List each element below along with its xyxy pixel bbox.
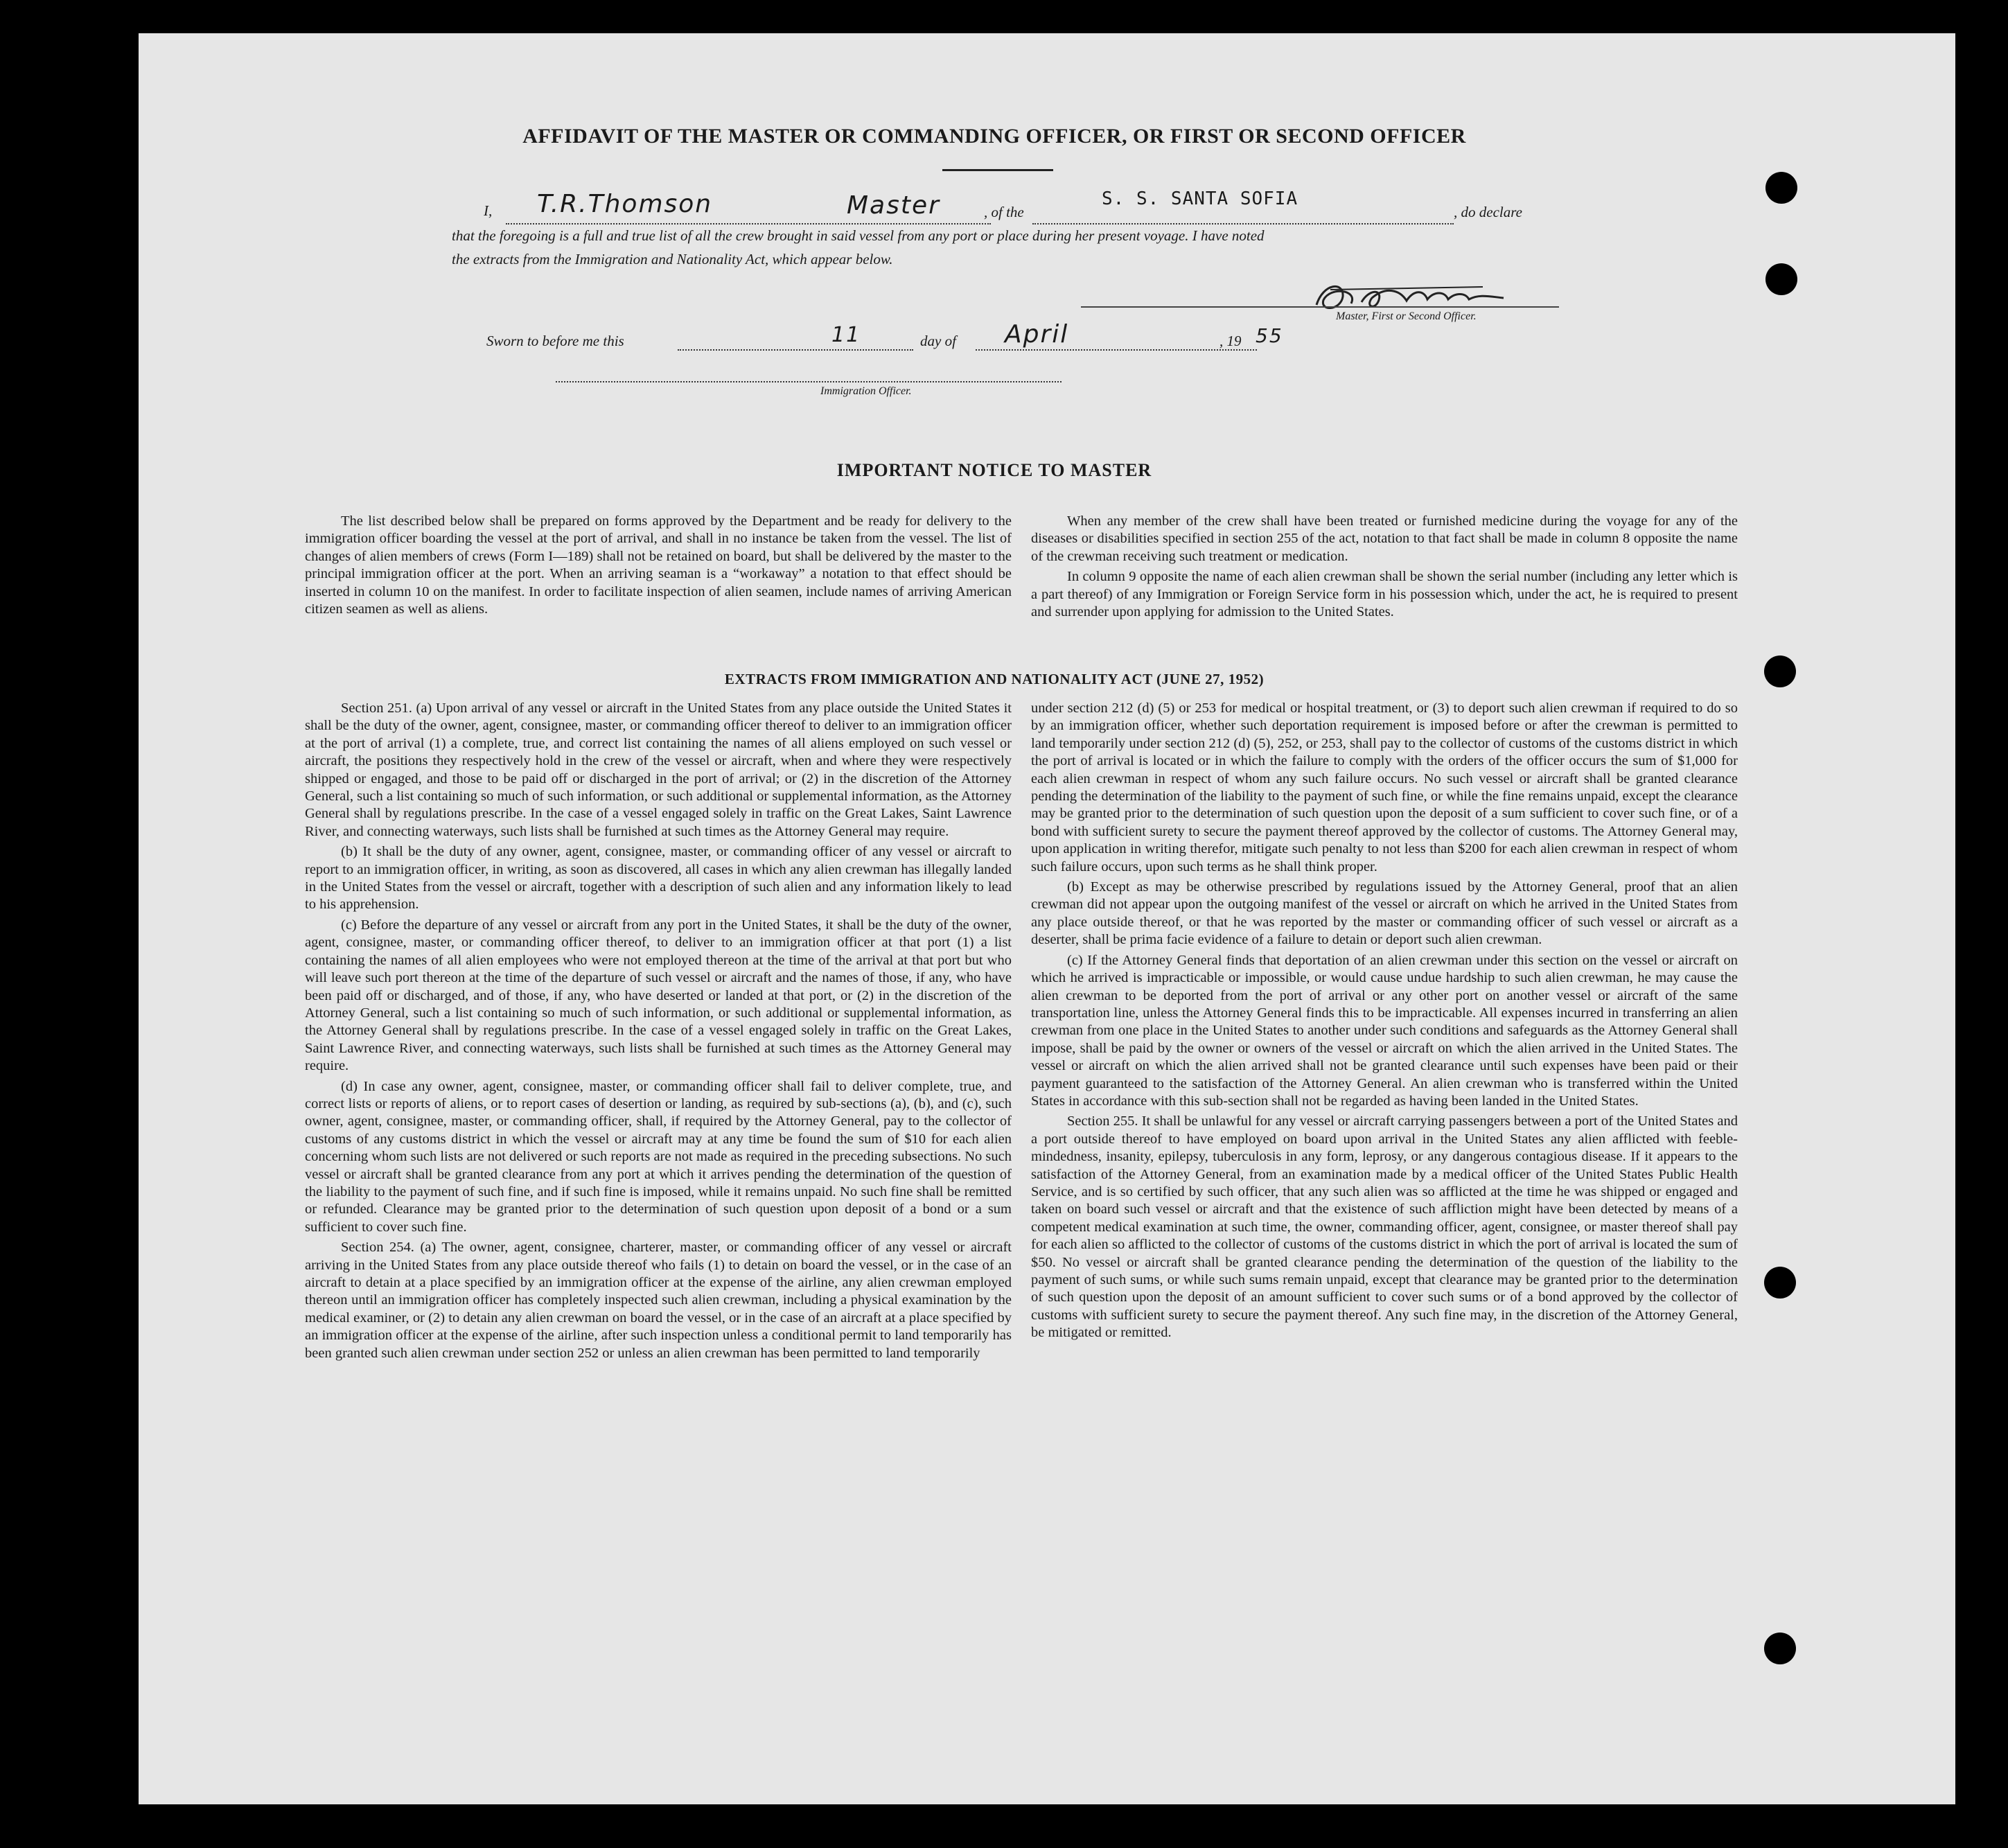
rank-handwritten: Master [847,191,940,220]
extract-left-paragraph: Section 251. (a) Upon arrival of any vessel or aircraft in the United States from any place outside the United States it shall be the duty of the owner, agent, consignee, master, or commanding officer thereof to deliver to an immigration officer at the port of arrival (1) a complete, true, and correct list containing the names of all aliens employed on such vessel or aircraft, the positions they respectively hold in the crew of the vessel or aircraft, when and where they were respectively shipped or engaged, and those to be paid off or discharged in the port of arrival; or (2) in the discretion of the Attorney General, such a list containing so much of such information, or such additional or supplemental information, as the Attorney General shall by regulations prescribe. In the case of a vessel engaged solely in traffic on the Great Lakes, Saint Lawrence River, and connecting waterways, such lists shall be furnished at such times as the Attorney General may require. [305,701,1012,839]
extract-right-paragraph: (c) If the Attorney General finds that deportation of an alien crewman under this section on the vessel or aircraft on which he arrived is impracticable or impossible, or would cause undue hardship to such alien crewman, he may cause the alien crewman to be deported from the port of arrival or any other port on another vessel or aircraft of the same transportation line, unless the Attorney General finds this to be impracticable. All expenses incurred in transferring an alien crewman from one place in the United States to another under such conditions and safeguards as the Attorney General shall impose, shall be paid by the owner or owners of the vessel or aircraft on which the alien arrived in the United States. The vessel or aircraft on which the alien arrived shall not be granted clearance until such expenses have been paid or their payment guaranteed to the satisfaction of the Attorney General. An alien crewman who is transferred within the United States in accordance with this sub-section shall not be regarded as having been landed in the United States. [1031,952,1738,1109]
extracts-right-column [1031,700,1738,1345]
of-the-label: , of the [984,204,1024,220]
year-prefix: , 19 [1219,333,1242,349]
sworn-month-handwritten: April [1005,320,1069,349]
extract-left-paragraph: (b) It shall be the duty of any owner, agent, consignee, master, or commanding officer of any vessel or aircraft to report to an immigration officer, in writing, as soon as discovered, all cases in which any alien crewman has illegally landed in the United States from the vessel or aircraft, together with a description of such alien and any information likely to lead to his apprehension. [305,844,1012,913]
year-handwritten: 55 [1256,324,1283,347]
sworn-label: Sworn to before me this [486,333,624,349]
extract-right-paragraph: Section 255. It shall be unlawful for any vessel or aircraft carrying passengers between a port of the United States and a port outside thereof to have employed on board upon arrival in the United States any alien afflicted with feeble-mindedness, insanity, epilepsy, tuberculosis in any form, leprosy, or any dangerous contagious disease. If it appears to the satisfaction of the Attorney General, from an examination made by a medical officer of the United States Public Health Service, and is so certified by such officer, that any such alien was so afflicted at the time he was shipped or engaged and taken on board such vessel or aircraft and that the existence of such affliction might have been detected by means of a competent medical examination at such time, the owner, commanding officer, agent, consignee, or master thereof shall pay for each alien so afflicted to the collector of customs of the customs district in which the port of arrival is located the sum of $50. No vessel or aircraft shall be granted clearance pending the determination of the question of the liability to the payment of such sums, or while such sums remain unpaid, except that clearance may be granted prior to the determination of such question upon the deposit of an amount sufficient to cover such sums or of a bond approved by the collector of customs with sufficient surety to secure the payment thereof. Any such fine may, in the discretion of the Attorney General, be mitigated or remitted. [1031,1114,1738,1341]
notice-right-paragraph-1: When any member of the crew shall have been treated or furnished medicine during the voyage for any of the diseases or disabilities specified in section 255 of the act, notation to that fact shall be made in column 8 opposite the name of the crewman receiving such treatment or medication. [1031,513,1738,564]
affidavit-title: AFFIDAVIT OF THE MASTER OR COMMANDING OFFICER, OR FIRST OR SECOND OFFICER [522,125,1466,148]
vessel-line [1032,223,1454,225]
name-line [506,223,991,225]
notice-left-column [305,513,1012,621]
extracts-left-column [305,700,1012,1365]
notice-left-paragraph: The list described below shall be prepared on forms approved by the Department and be ready for delivery to the immigration officer boarding the vessel at the port of arrival, and shall in no instance be taken from the vessel. The list of changes of alien members of crews (Form I—189) shall not be retained on board, but shall be delivered by the master to the principal immigration officer at the port. When an arriving seaman is a “workaway” a notation to that effect should be inserted in column 10 on the manifest. In order to facilitate inspection of alien seamen, include names of arriving American citizen seamen as well as aliens. [305,513,1012,617]
declaration-line-2: the extracts from the Immigration and Nationality Act, which appear below. [452,251,893,267]
sworn-day-line [678,349,913,351]
extracts-title: EXTRACTS FROM IMMIGRATION AND NATIONALITY ACT (JUNE 27, 1952) [724,671,1265,687]
binder-hole [1764,1633,1796,1664]
i-label: I, [484,202,493,219]
extract-left-paragraph: (d) In case any owner, agent, consignee, master, or commanding officer shall fail to deliver complete, true, and correct lists or reports of aliens, or to report cases of desertion or landing, as required by sub-sections (a), (b), and (c), such owner, agent, consignee, master, or commanding officer, shall, if required by the Attorney General, pay to the collector of customs of any customs district in which the vessel or aircraft may at any time be found the sum of $10 for each alien concerning whom such lists are not delivered or such reports are not made as required in the preceding subsections. No such vessel or aircraft shall be granted clearance from any port at which it arrives pending the determination of the question of the liability to the payment of such fine, and if such fine is imposed, while it remains unpaid. No such fine shall be remitted or refunded. Clearance may be granted prior to the determination of such question upon deposit of a bond or a sum sufficient to cover such fine. [305,1078,1012,1235]
extract-right-paragraph: under section 212 (d) (5) or 253 for medical or hospital treatment, or (3) to deport such alien crewman if required to do so by an immigration officer, whether such deportation requirement is imposed before or after the crewman is permitted to land temporarily under section 212 (d) (5), 252, or 253, shall pay to the collector of customs of the customs district in which the port of arrival is located or in which the failure to comply with the orders of the officer occurs the sum of $1,000 for each alien crewman in respect of whom any such failure occurs. No such vessel or aircraft shall be granted clearance pending the determination of the liability to the payment of such fine, or while the fine remains unpaid, except the clearance may be granted prior to the determination of such question upon the deposit of a sum sufficient to cover such fine, or of a bond with sufficient surety to secure the payment thereof approved by the collector of customs. The Attorney General may, upon application in writing therefor, mitigate such penalty to not less than $200 for each alien crewman in respect of whom such failure occurs, upon such terms as he shall think proper. [1031,701,1738,874]
sworn-day-handwritten: 11 [831,323,861,347]
vessel-name-stamp: S. S. SANTA SOFIA [1102,188,1298,209]
binder-hole [1765,172,1797,204]
do-declare-label: , do declare [1454,204,1522,220]
sworn-month-line [976,349,1257,351]
declaration-line-1: that the foregoing is a full and true list of all the crew brought in said vessel from any port or place during her present voyage. I have noted [452,227,1265,244]
binder-hole [1764,1267,1796,1299]
day-of-label: day of [920,333,956,349]
notice-title: IMPORTANT NOTICE TO MASTER [836,460,1152,480]
immigration-officer-caption: Immigration Officer. [820,385,912,397]
extract-right-paragraph: (b) Except as may be otherwise prescribed by regulations issued by the Attorney General, proof that an alien crewman did not appear upon the outgoing manifest of the vessel or aircraft on which he arrived in the United States from any place outside thereof, or that he was reported by the master or commanding officer of such vessel or aircraft as a deserter, shall be prima facie evidence of a failure to detain or deport such alien crewman. [1031,879,1738,948]
signature-caption: Master, First or Second Officer. [1336,310,1477,322]
immigration-officer-line [556,381,1062,382]
binder-hole [1765,263,1797,295]
extract-left-paragraph: (c) Before the departure of any vessel or aircraft from any port in the United States, it shall be the duty of the owner, agent, consignee, master, or commanding officer thereof, to deliver to an immigration officer at that port (1) a list containing the names of all alien employees who were not employed thereon at the time of the arrival at that port but who will leave such port thereon at the time of the departure of such vessel or aircraft and the names of those, if any, who have been paid off or discharged, and of those, if any, who have deserted or landed at that port, or (2) in the discretion of the Attorney General, such a list containing so much of such information, or such additional or supplemental information, as the Attorney General shall by regulations prescribe. In the case of a vessel engaged solely in traffic on the Great Lakes, Saint Lawrence River, and connecting waterways, such lists shall be furnished at such times as the Attorney General may require. [305,917,1012,1074]
signature-line [1081,306,1559,308]
document-page [139,33,1955,1804]
notice-right-paragraph-2: In column 9 opposite the name of each alien crewman shall be shown the serial number (including any letter which is a part thereof) of any Immigration or Foreign Service form in his possession which, under the act, he is required to present and surrender upon applying for admission to the United States. [1031,569,1738,620]
master-name-handwritten: T.R.Thomson [537,190,713,218]
notice-right-column [1031,513,1738,624]
extract-left-paragraph: Section 254. (a) The owner, agent, consignee, charterer, master, or commanding officer of any vessel or aircraft arriving in the United States from any place outside thereof who fails (1) to detain on board the vessel, or in the case of an aircraft to detain at a place specified by an immigration officer at the expense of the airline, any alien crewman employed thereon until an immigration officer has completely inspected such alien crewman, including a physical examination by the medical examiner, or (2) to detain any alien crewman on board the vessel, or in the case of an aircraft at a place specified by an immigration officer at the expense of the airline, after such inspection unless a conditional permit to land temporarily has been granted such alien crewman under section 252 or unless an alien crewman has been permitted to land temporarily [305,1240,1012,1361]
title-rule [942,169,1053,171]
